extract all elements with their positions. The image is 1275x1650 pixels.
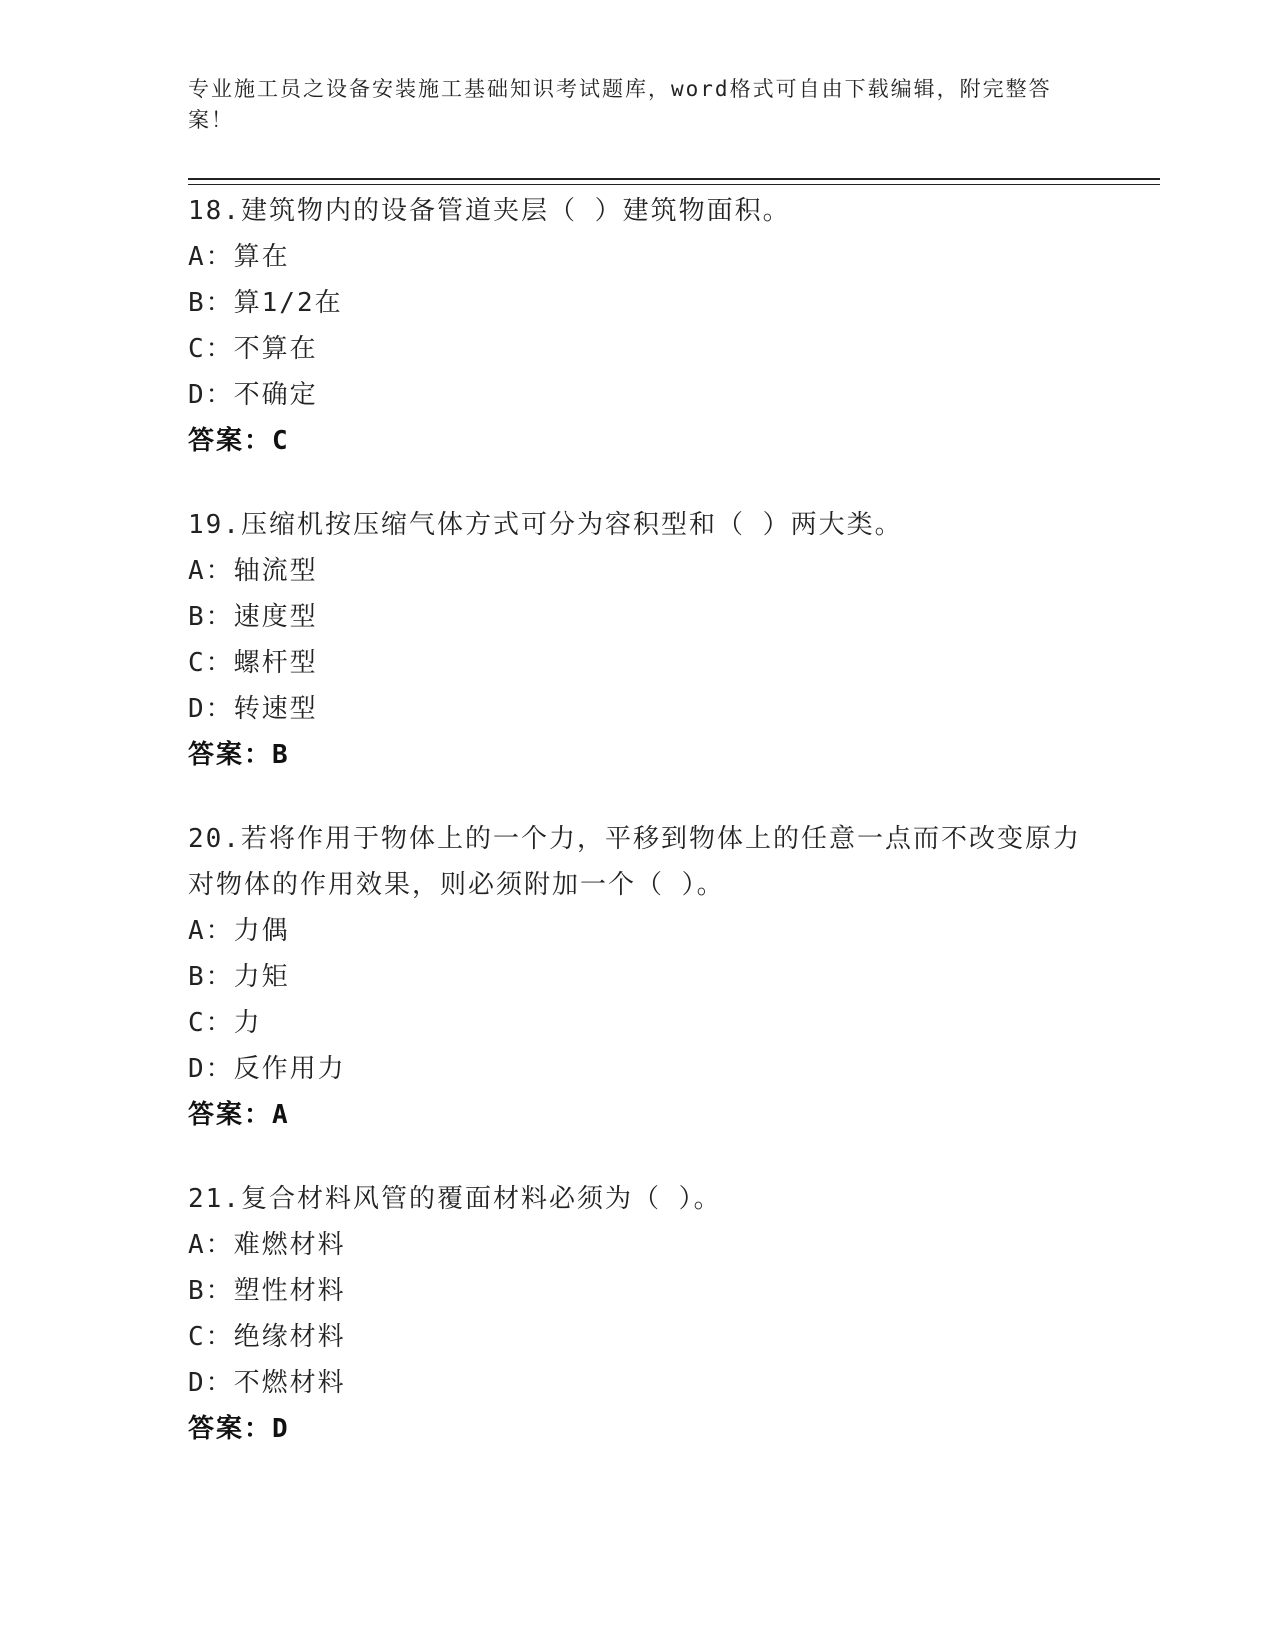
option-a: A：算在	[188, 242, 290, 272]
question-stem: 18.建筑物内的设备管道夹层（ ）建筑物面积。	[188, 196, 791, 226]
option-c: C：绝缘材料	[188, 1322, 346, 1352]
option-d: D：转速型	[188, 694, 318, 724]
option-c: C：力	[188, 1008, 262, 1038]
option-d: D：反作用力	[188, 1054, 346, 1084]
document-header: 专业施工员之设备安装施工基础知识考试题库，word格式可自由下载编辑，附完整答案！	[188, 77, 1052, 132]
option-a: A：难燃材料	[188, 1230, 346, 1260]
question-stem: 21.复合材料风管的覆面材料必须为（ ）。	[188, 1184, 722, 1214]
option-b: B：力矩	[188, 962, 290, 992]
header-divider	[188, 178, 1160, 180]
option-d: D：不燃材料	[188, 1368, 346, 1398]
option-c: C：螺杆型	[188, 648, 318, 678]
question-21	[188, 1176, 1088, 1452]
question-stem: 19.压缩机按压缩气体方式可分为容积型和（ ）两大类。	[188, 510, 903, 540]
answer: 答案：D	[188, 1414, 290, 1444]
question-18	[188, 188, 1088, 464]
option-c: C：不算在	[188, 334, 318, 364]
option-d: D：不确定	[188, 380, 318, 410]
answer: 答案：C	[188, 426, 290, 456]
question-19	[188, 502, 1088, 778]
header-divider-thin	[188, 184, 1160, 185]
question-stem: 20.若将作用于物体上的一个力，平移到物体上的任意一点而不改变原力对物体的作用效果，则必须附加一个（ ）。	[188, 824, 1081, 900]
answer: 答案：B	[188, 740, 290, 770]
option-b: B：速度型	[188, 602, 318, 632]
answer: 答案：A	[188, 1100, 290, 1130]
question-20	[188, 816, 1088, 1138]
option-b: B：算1/2在	[188, 288, 343, 318]
option-a: A：力偶	[188, 916, 290, 946]
option-b: B：塑性材料	[188, 1276, 346, 1306]
option-a: A：轴流型	[188, 556, 318, 586]
